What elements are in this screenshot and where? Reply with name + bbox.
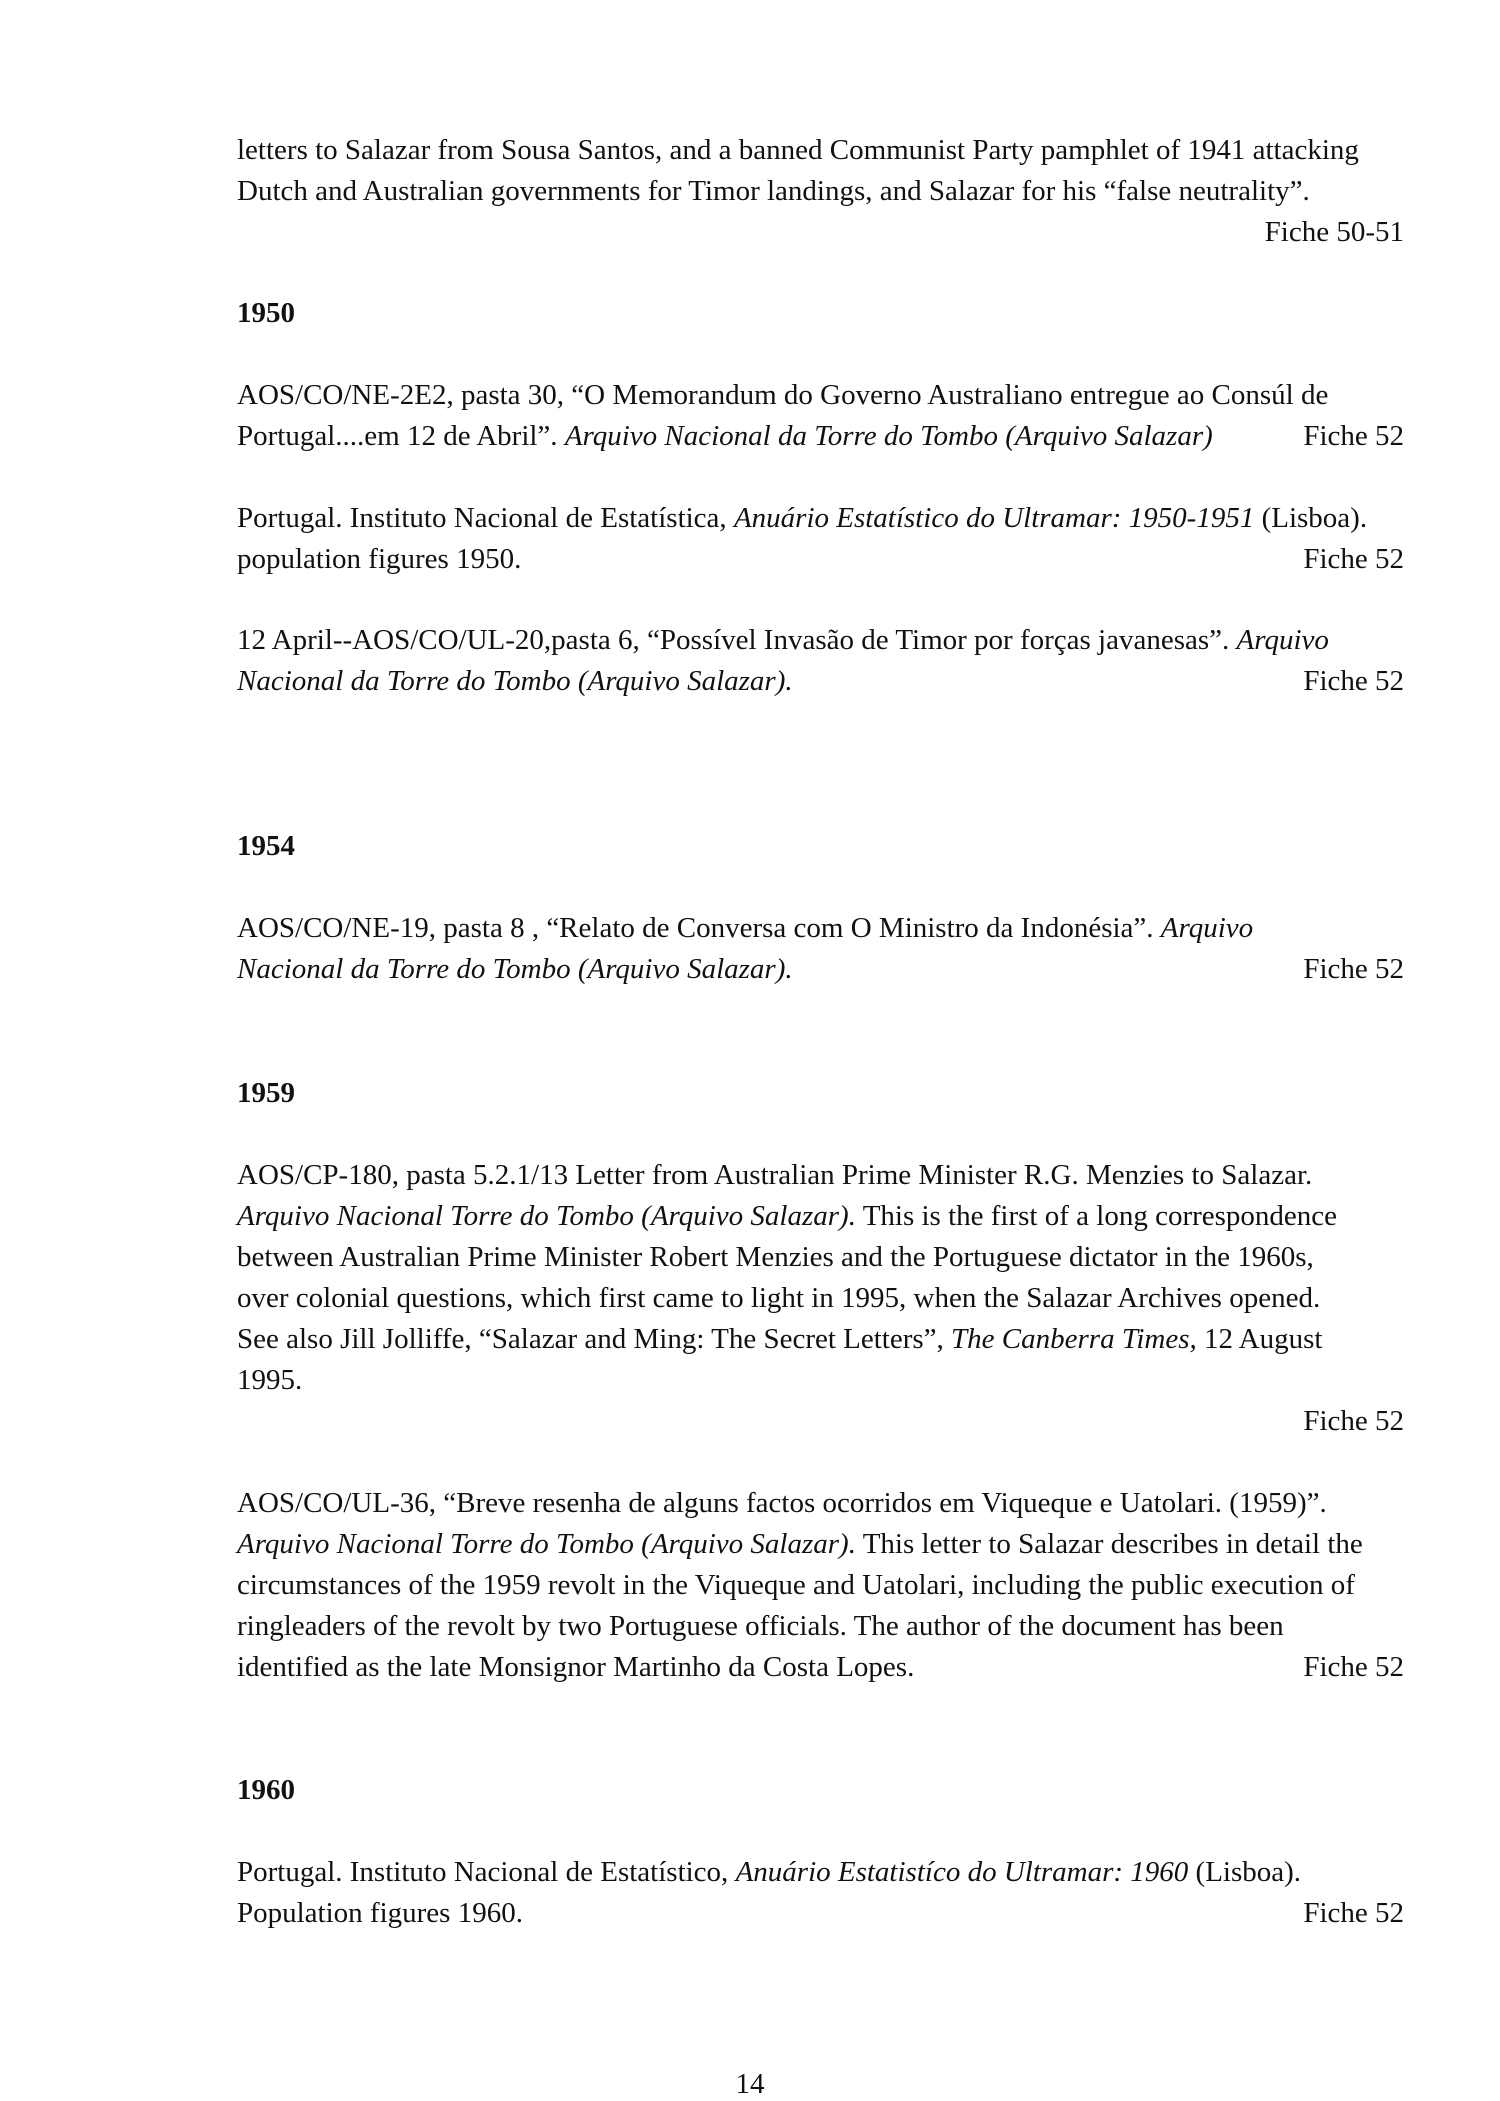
entry-1959-2-line-4: ringleaders of the revolt by two Portuguese officials. The author of the document has been (237, 1610, 1284, 1642)
entry-1950-2-line-1: Portugal. Instituto Nacional de Estatística, Anuário Estatístico do Ultramar: 1950-1951 (Lisboa). (237, 502, 1368, 534)
fiche-reference: Fiche 52 (1303, 953, 1404, 985)
intro-line-1: letters to Salazar from Sousa Santos, and a banned Communist Party pamphlet of 1941 attacking (237, 134, 1359, 166)
entry-1960-1-line-2: Population figures 1960. (237, 1897, 523, 1929)
fiche-reference: Fiche 52 (1303, 1897, 1404, 1929)
fiche-reference: Fiche 50-51 (1264, 216, 1404, 248)
fiche-reference: Fiche 52 (1303, 665, 1404, 697)
entry-1959-1-line-1: AOS/CP-180, pasta 5.2.1/13 Letter from Australian Prime Minister R.G. Menzies to Salazar. (237, 1159, 1313, 1191)
intro-line-2: Dutch and Australian governments for Timor landings, and Salazar for his “false neutrality”. (237, 175, 1310, 207)
entry-1959-1-line-2: Arquivo Nacional Torre do Tombo (Arquivo Salazar). This is the first of a long correspondence (237, 1200, 1338, 1232)
entry-1959-1-line-5: See also Jill Jolliffe, “Salazar and Ming: The Secret Letters”, The Canberra Times, 12 August (237, 1323, 1323, 1355)
fiche-reference: Fiche 52 (1303, 420, 1404, 452)
fiche-reference: Fiche 52 (1303, 543, 1404, 575)
year-heading-1954: 1954 (237, 830, 295, 862)
year-heading-1950: 1950 (237, 297, 295, 329)
entry-1954-1-line-2: Nacional da Torre do Tombo (Arquivo Salazar). (237, 953, 793, 985)
entry-1950-1-line-1: AOS/CO/NE-2E2, pasta 30, “O Memorandum do Governo Australiano entregue ao Consúl de (237, 379, 1329, 411)
page-number: 14 (735, 2068, 765, 2100)
entry-1959-1-line-6: 1995. (237, 1364, 303, 1396)
entry-1959-2-line-5: identified as the late Monsignor Martinho da Costa Lopes. (237, 1651, 915, 1683)
entry-1960-1-line-1: Portugal. Instituto Nacional de Estatístico, Anuário Estatistíco do Ultramar: 1960 (Lisboa). (237, 1856, 1302, 1888)
entry-1954-1-line-1: AOS/CO/NE-19, pasta 8 , “Relato de Conversa com O Ministro da Indonésia”. Arquivo (237, 912, 1254, 944)
entry-1959-1-line-3: between Australian Prime Minister Robert Menzies and the Portuguese dictator in the 1960s, (237, 1241, 1314, 1273)
entry-1950-3-line-1: 12 April--AOS/CO/UL-20,pasta 6, “Possível Invasão de Timor por forças javanesas”. Arquivo (237, 624, 1329, 656)
fiche-reference: Fiche 52 (1303, 1651, 1404, 1683)
entry-1959-2-line-3: circumstances of the 1959 revolt in the Viqueque and Uatolari, including the public execution of (237, 1569, 1355, 1601)
year-heading-1959: 1959 (237, 1077, 295, 1109)
year-heading-1960: 1960 (237, 1774, 295, 1806)
entry-1950-2-line-2: population figures 1950. (237, 543, 522, 575)
fiche-reference: Fiche 52 (1303, 1405, 1404, 1437)
entry-1959-2-line-2: Arquivo Nacional Torre do Tombo (Arquivo Salazar). This letter to Salazar describes in detail the (237, 1528, 1363, 1560)
entry-1959-2-line-1: AOS/CO/UL-36, “Breve resenha de alguns factos ocorridos em Viqueque e Uatolari. (1959)”. (237, 1487, 1327, 1519)
entry-1950-3-line-2: Nacional da Torre do Tombo (Arquivo Salazar). (237, 665, 793, 697)
entry-1950-1-line-2: Portugal....em 12 de Abril”. Arquivo Nacional da Torre do Tombo (Arquivo Salazar) (237, 420, 1213, 452)
entry-1959-1-line-4: over colonial questions, which first came to light in 1995, when the Salazar Archives opened. (237, 1282, 1321, 1314)
